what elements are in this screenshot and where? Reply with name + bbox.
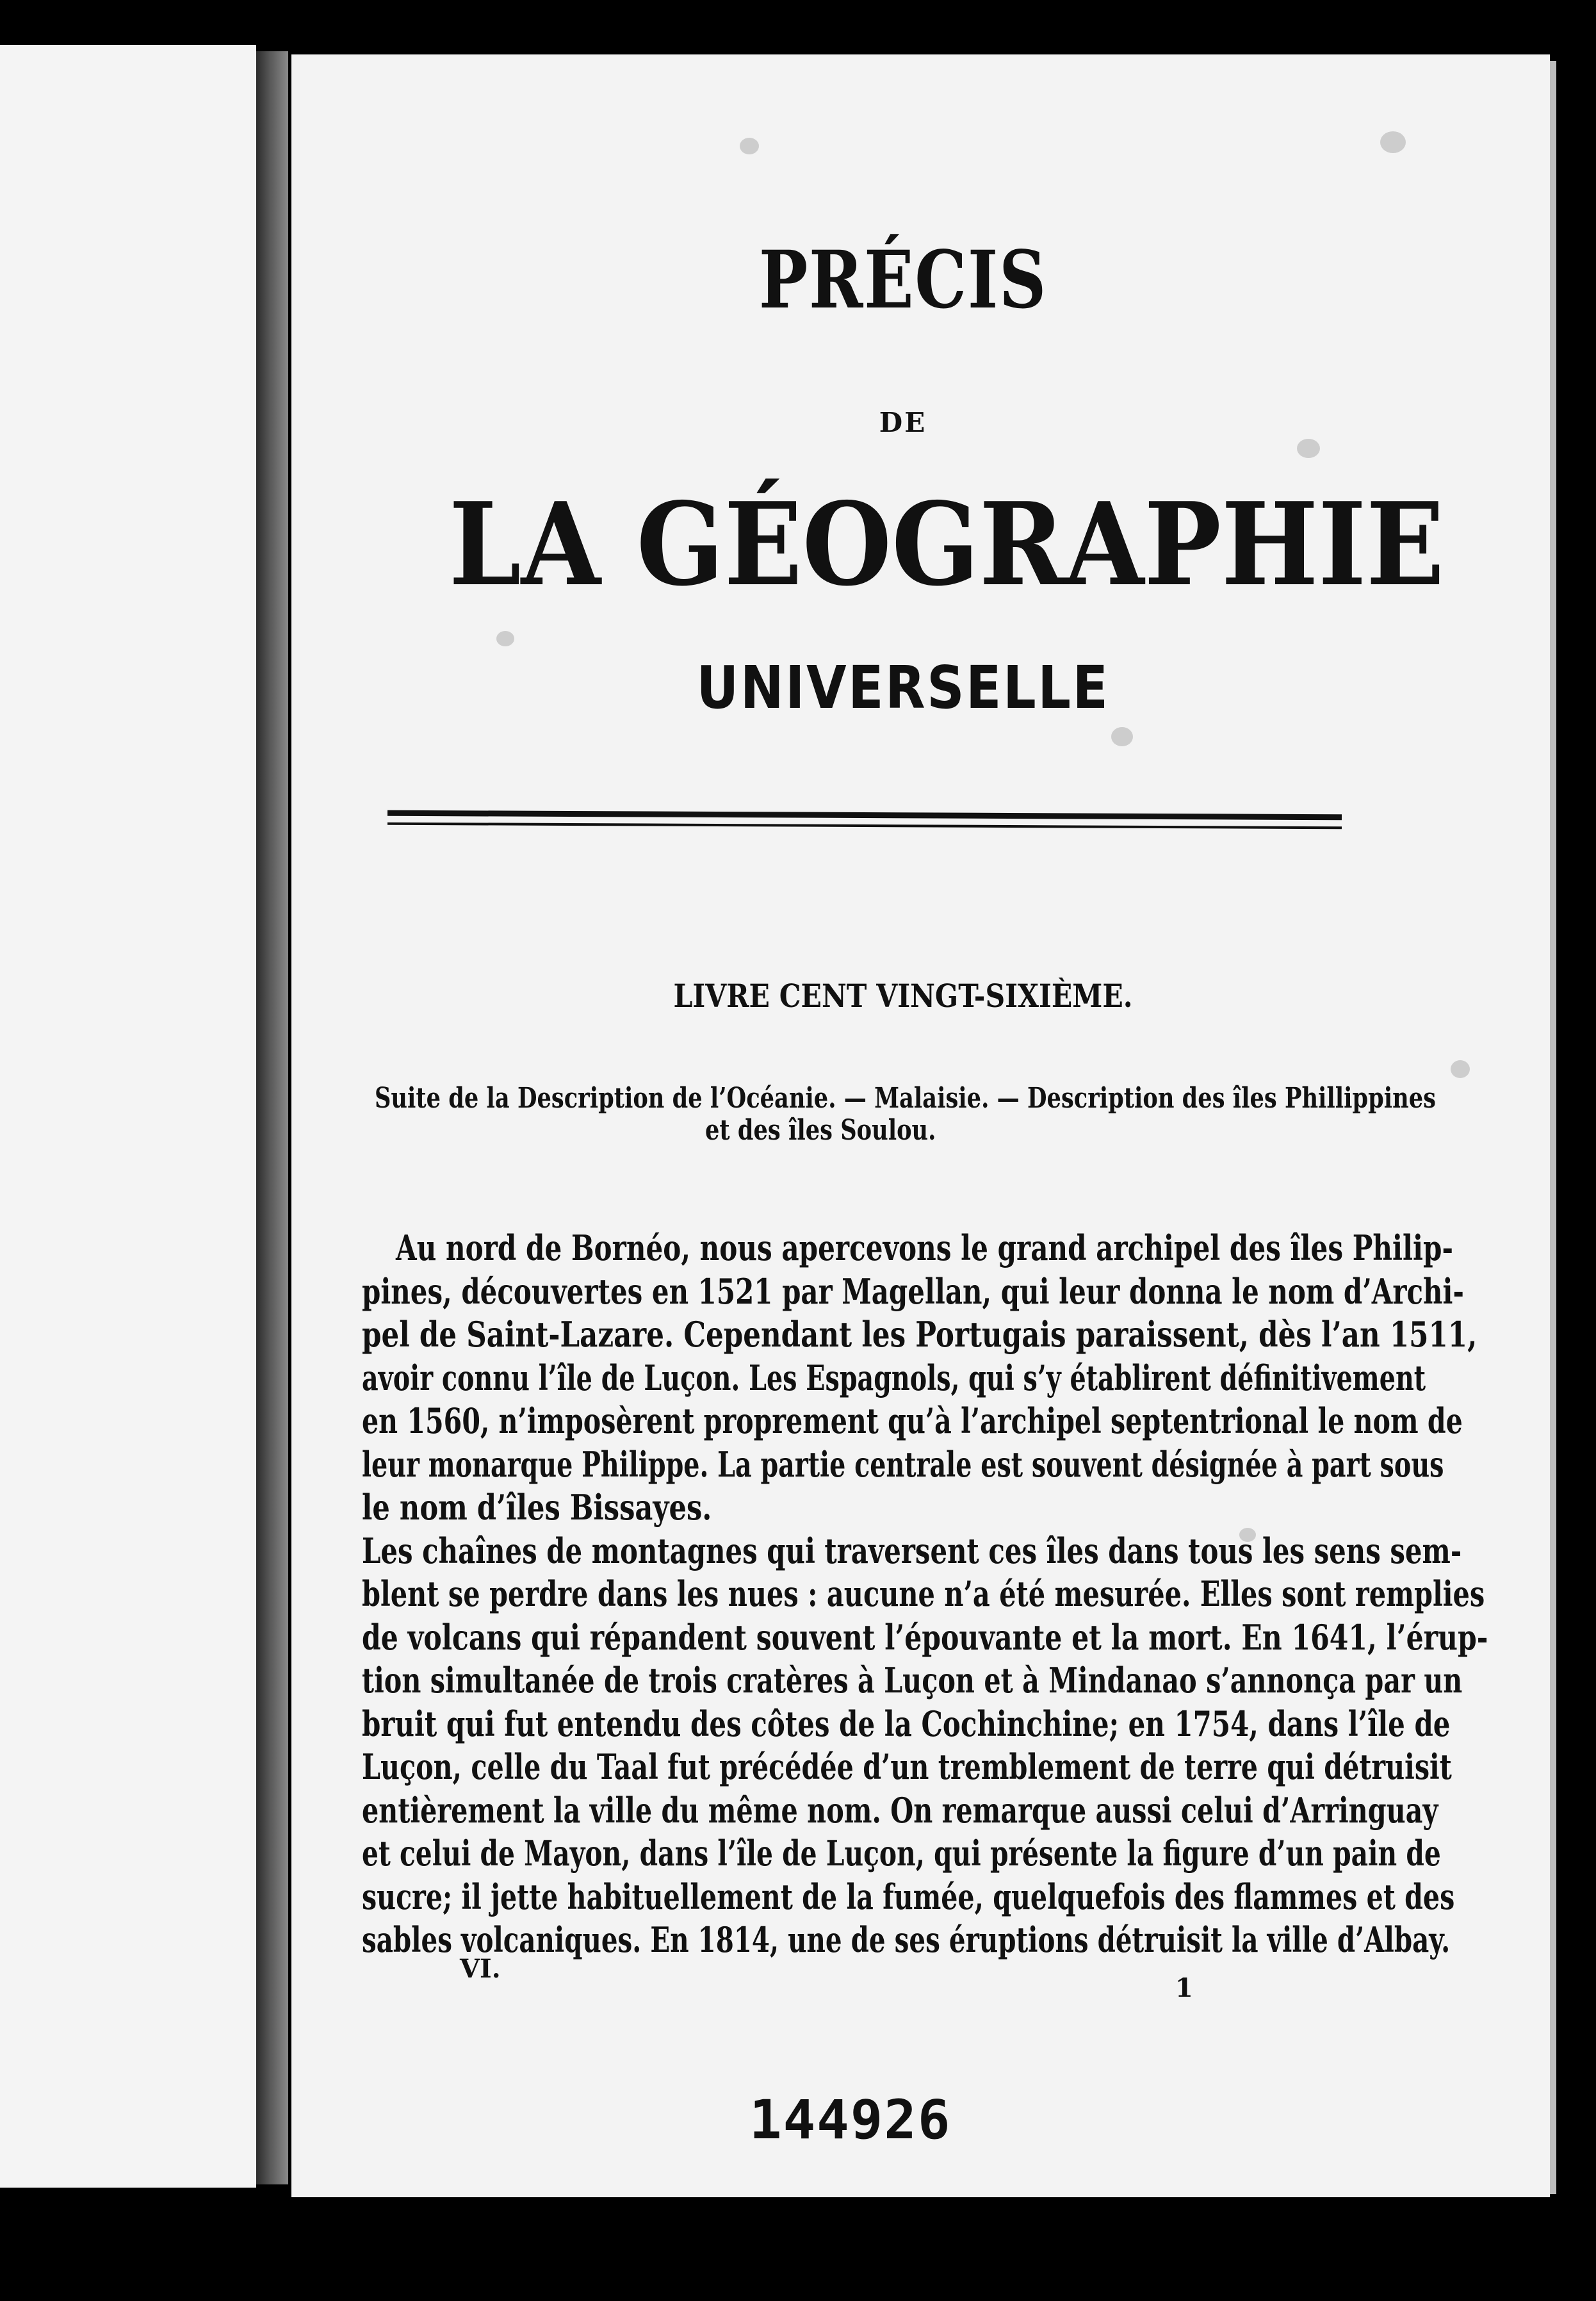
- body-line: sucre; il jette habituellement de la fumée, quelquefois des flammes et des: [362, 1876, 1455, 1917]
- signature-mark: VI.: [460, 1954, 501, 1984]
- paper-speck: [1380, 131, 1406, 153]
- body-line: Au nord de Bornéo, nous apercevons le grand archipel des îles Philip-: [396, 1227, 1453, 1268]
- body-line: pel de Saint-Lazare. Cependant les Portugais paraissent, dès l’an 1511,: [362, 1314, 1478, 1355]
- inventory-number: 144926: [749, 2088, 952, 2151]
- body-text: [362, 1227, 1511, 1962]
- body-line: de volcans qui répandent souvent l’épouvante et la mort. En 1641, l’érup-: [362, 1616, 1488, 1658]
- body-line: Luçon, celle du Taal fut précédée d’un tremblement de terre qui détruisit: [362, 1746, 1452, 1787]
- body-line: entièrement la ville du même nom. On remarque aussi celui d’Arringuay: [362, 1789, 1438, 1831]
- previous-page-edge: [0, 45, 256, 2188]
- title-precis: PRÉCIS: [758, 234, 1048, 327]
- body-line: blent se perdre dans les nues : aucune n’a été mesurée. Elles sont remplies: [362, 1573, 1485, 1614]
- page-number: 1: [1175, 1973, 1193, 2003]
- body-line: avoir connu l’île de Luçon. Les Espagnols, qui s’y établirent définitivement: [362, 1357, 1426, 1398]
- summary-line-1: Suite de la Description de l’Océanie. — Malaisie. — Description des îles Phillippines: [375, 1082, 1436, 1115]
- title-rule-thick: [387, 810, 1342, 821]
- paper-speck: [1239, 1528, 1256, 1542]
- book-heading: LIVRE CENT VINGT-SIXIÈME.: [673, 977, 1133, 1015]
- body-line: en 1560, n’imposèrent proprement qu’à l’archipel septentrional le nom de: [362, 1400, 1463, 1441]
- book-page: [291, 54, 1550, 2197]
- body-line: et celui de Mayon, dans l’île de Luçon, qui présente la figure d’un pain de: [362, 1833, 1441, 1874]
- paper-speck: [496, 631, 514, 646]
- title-rule-thin: [387, 823, 1342, 830]
- body-line: sables volcaniques. En 1814, une de ses éruptions détruisit la ville d’Albay.: [362, 1919, 1451, 1960]
- book-gutter: [256, 51, 288, 2184]
- body-line: tion simultanée de trois cratères à Luçon et à Mindanao s’annonça par un: [362, 1660, 1463, 1701]
- paper-speck: [740, 138, 759, 154]
- page-title: LA GÉOGRAPHIE: [449, 477, 1445, 611]
- paper-speck: [1111, 727, 1133, 746]
- paper-speck: [1297, 439, 1320, 458]
- body-line: bruit qui fut entendu des côtes de la Cochinchine; en 1754, dans l’île de: [362, 1703, 1451, 1744]
- paper-speck: [1451, 1060, 1470, 1078]
- body-line: leur monarque Philippe. La partie centrale est souvent désignée à part sous: [362, 1443, 1444, 1485]
- page-edge: [1550, 61, 1556, 2194]
- body-line: le nom d’îles Bissayes.: [362, 1487, 712, 1528]
- chapter-summary: [375, 1083, 1521, 1147]
- body-line: Les chaînes de montagnes qui traversent ces îles dans tous les sens sem-: [362, 1530, 1462, 1571]
- title-de: DE: [879, 407, 927, 438]
- body-line: pines, découvertes en 1521 par Magellan, qui leur donna le nom d’Archi-: [362, 1270, 1464, 1312]
- summary-line-2: et des îles Soulou.: [705, 1114, 936, 1147]
- title-universelle: UNIVERSELLE: [696, 653, 1110, 722]
